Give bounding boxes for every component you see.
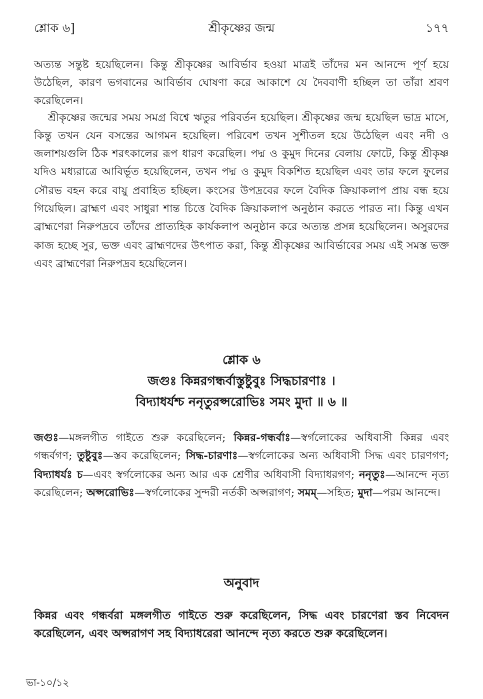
purport-paragraph-1: অত্যন্ত সন্তুষ্ট হয়েছিলেন। কিন্তু শ্রীকৃষ্ণের আবির্ভাব হওয়া মাত্রই তাঁদের মন আনন্দে পূর্ণ হয়ে উঠেছিল, কারণ ভগবানের আবির্ভাব ঘোষণা করে আকাশে যে দৈববাণী হচ্ছিল তা তাঁরা শ্রবণ করেছিলেন। (34, 58, 449, 108)
synonym-term: বিদ্যাধর্যঃ চ (34, 468, 83, 481)
synonym-term: মুদা (357, 486, 373, 499)
synonym-meaning: স্বর্গলোকের অধিবাসী কিন্নর এবং গন্ধর্বগণ; (34, 432, 450, 463)
header-chapter-title: শ্রীকৃষ্ণের জন্ম (208, 21, 275, 35)
translation-title: অনুবাদ (223, 575, 260, 590)
synonym-meaning: স্বর্গলোকের সুন্দরী নর্তকী অপ্সরাগণ; (145, 486, 295, 499)
synonym-term: জগুঃ (34, 432, 59, 444)
verse-line-2: বিদ্যাধর্যশ্চ ননৃতুরপ্সরোভিঃ সমং মুদা ॥ ৬ ॥ (135, 394, 348, 409)
synonym-term: তুষ্টুবুঃ (77, 450, 103, 463)
header-verse-ref: শ্লোক ৬] (34, 21, 75, 35)
synonym-meaning: আনন্দে নৃত্য করেছিলেন; (34, 468, 449, 499)
footer-signature: ভা-১০/১২ (26, 678, 70, 689)
synonym-term: অপ্সরোভিঃ (86, 486, 135, 499)
translation-text: কিন্নর এবং গন্ধর্বরা মঙ্গলগীত গাইতে শুরু করেছিলেন, সিদ্ধ এবং চারণেরা স্তব নিবেদন করেছিলেন, এবং অপ্সরাগণ সহ বিদ্যাধরেরা আনন্দে নৃত্য করতে শুরু করেছিলেন। (34, 609, 449, 641)
synonym-meaning: সহিত; (327, 486, 355, 499)
synonym-term: সিদ্ধ-চারণাঃ (185, 450, 238, 463)
page-number: ১৭৭ (425, 21, 449, 35)
word-for-word-synonyms: জগুঃ—মঙ্গলগীত গাইতে শুরু করেছিলেন; কিন্নর-গন্ধর্বাঃ—স্বর্গলোকের অধিবাসী কিন্নর এবং গন্ধর্বগণ; তুষ্টুবুঃ—স্তব করেছিলেন; সিদ্ধ-চারণাঃ—স্বর্গলোকের অন্য অধিবাসী সিদ্ধ এবং চারণগণ; বিদ্যাধর্যঃ চ—এবং স্বর্গলোকের অন্য আর এক শ্রেণীর অধিবাসী বিদ্যাধরগণ; ননৃতুঃ—আনন্দে নৃত্য করেছিলেন; অপ্সরোভিঃ—স্বর্গলোকের সুন্দরী নর্তকী অপ্সরাগণ; সমম্—সহিত; মুদা—পরম আনন্দে। (34, 432, 450, 499)
synonym-meaning: পরম আনন্দে। (382, 486, 441, 499)
synonym-meaning: মঙ্গলগীত গাইতে শুরু করেছিলেন; (69, 432, 226, 444)
synonym-meaning: এবং স্বর্গলোকের অন্য আর এক শ্রেণীর অধিবাসী বিদ্যাধরগণ; (93, 468, 355, 481)
synonym-term: সমম্ (297, 486, 317, 499)
verse-line-1: জগুঃ কিন্নরগন্ধর্বাস্তুষ্টুবুঃ সিদ্ধচারণাঃ । (147, 373, 336, 388)
synonym-meaning: স্তব করেছিলেন; (113, 450, 181, 463)
purport-paragraph-2: শ্রীকৃষ্ণের জন্মের সময় সমগ্র বিশ্বে ঋতুর পরিবর্তন হয়েছিল। শ্রীকৃষ্ণের জন্ম হয়েছিল ভাদ্র মাসে, কিন্তু তখন যেন বসন্তের আগমন হয়েছিল। পরিবেশ তখন সুশীতল হয়ে উঠেছিল এবং নদী ও জলাশয়গুলি ঠিক শরৎকালের রূপ ধারণ করেছিল। পদ্ম ও কুমুদ দিনের বেলায় ফোটে, কিন্তু শ্রীকৃষ্ণ যদিও মধ্যরাত্রে আবির্ভূত হয়েছিলেন, তখন পদ্ম ও কুমুদ বিকশিত হয়েছিল এবং তার ফলে ফুলের সৌরভ বহন করে বায়ু প্রবাহিত হচ্ছিল। কংসের উপদ্রবের ফলে বৈদিক ক্রিয়াকলাপ প্রায় বন্ধ হয়ে গিয়েছিল। ব্রাহ্মণ এবং সাধুরা শান্ত চিত্তে বৈদিক ক্রিয়াকলাপ অনুষ্ঠান করতে পারত না। কিন্তু এখন ব্রাহ্মণেরা নিরুপদ্রবে তাঁদের প্রাত্যহিক কার্যকলাপ অনুষ্ঠান করে অত্যন্ত প্রসন্ন হয়েছিলেন। অসুরদের কাজ হচ্ছে সুর, ভক্ত এবং ব্রাহ্মণদের উৎপাত করা, কিন্তু শ্রীকৃষ্ণের আবির্ভাবের সময় এই সমস্ত ভক্ত এবং ব্রাহ্মণেরা নিরুপদ্রব হয়েছিলেন। (34, 111, 449, 270)
synonym-term: কিন্নর-গন্ধর্বাঃ (233, 432, 291, 444)
synonym-meaning: স্বর্গলোকের অন্য অধিবাসী সিদ্ধ এবং চারণগণ; (248, 450, 449, 463)
synonym-term: ননৃতুঃ (358, 468, 386, 481)
verse-title: শ্লোক ৬ (222, 352, 261, 367)
